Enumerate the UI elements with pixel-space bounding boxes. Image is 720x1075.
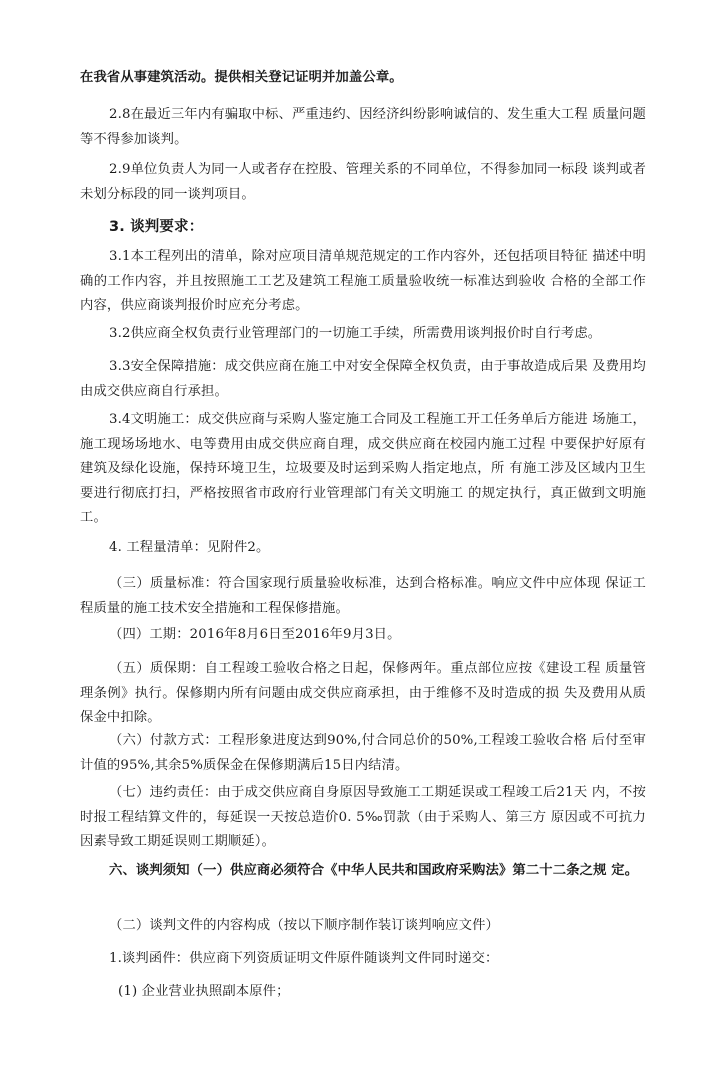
- paragraph-3-3: 3.3安全保障措施：成交供应商在施工中对安全保障全权负责，由于事故造成后果 及费用均由成交供应商自行承担。: [80, 359, 646, 399]
- paragraph-2-9: 2.9单位负责人为同一人或者存在控股、管理关系的不同单位，不得参加同一标段 谈判或者未划分标段的同一谈判项目。: [80, 162, 646, 202]
- heading-negotiation-notice: 六、谈判须知（一）供应商必须符合《中华人民共和国政府采购法》第二十二条之规 定。: [109, 863, 639, 878]
- paragraph-payment-method: （六）付款方式：工程形象进度达到90%,付合同总价的50%,工程竣工验收合格 后付至审计值的95%,其余5%质保金在保修期满后15日内结清。: [80, 733, 646, 773]
- paragraph-negotiation-letter: 1.谈判函件：供应商下列资质证明文件原件随谈判文件同时递交：: [109, 951, 499, 966]
- paragraph-registration: 在我省从事建筑活动。提供相关登记证明并加盖公章。: [80, 70, 403, 85]
- paragraph-business-license: (1) 企业营业执照副本原件；: [118, 984, 290, 999]
- paragraph-3-4: 3.4文明施工：成交供应商与采购人鉴定施工合同及工程施工开工任务单后方能进 场施工，施工现场场地水、电等费用由成交供应商自理，成交供应商在校园内施工过程 中要保护好原有建筑及绿化设施，保持环境卫生，垃圾要及时运到采购人指定地点，所 有施工涉及区域内卫生要进行彻底打扫，严格按照省市政府行业管理部门有关文明施工 的规定执行，真正做到文明施工。: [80, 412, 646, 525]
- paragraph-liability: （七）违约责任：由于成交供应商自身原因导致施工工期延误或工程竣工后21天 内，不按时报工程结算文件的，每延误一天按总造价0. 5‰罚款（由于采购人、第三方 原因或不可抗力因素导致工期延误则工期顺延）。: [80, 785, 646, 849]
- paragraph-document-composition: （二）谈判文件的内容构成（按以下顺序制作装订谈判响应文件）: [109, 918, 499, 933]
- paragraph-2-8: 2.8在最近三年内有骗取中标、严重违约、因经济纠纷影响诚信的、发生重大工程 质量问题等不得参加谈判。: [80, 107, 646, 147]
- paragraph-4-quantity-list: 4. 工程量清单：见附件2。: [109, 540, 270, 555]
- heading-negotiation-requirements: 3. 谈判要求：: [109, 219, 204, 235]
- paragraph-3-1: 3.1本工程列出的清单，除对应项目清单规范规定的工作内容外，还包括项目特征 描述中明确的工作内容，并且按照施工工艺及建筑工程施工质量验收统一标准达到验收 合格的全部工作内容，供应商谈判报价时应充分考虑。: [80, 249, 646, 313]
- paragraph-quality-standard: （三）质量标准：符合国家现行质量验收标准，达到合格标准。响应文件中应体现 保证工程质量的施工技术安全措施和工程保修措施。: [80, 576, 646, 616]
- paragraph-3-2: 3.2供应商全权负责行业管理部门的一切施工手续，所需费用谈判报价时自行考虑。: [109, 326, 602, 341]
- paragraph-warranty-period: （五）质保期：自工程竣工验收合格之日起，保修两年。重点部位应按《建设工程 质量管理条例》执行。保修期内所有问题由成交供应商承担，由于维修不及时造成的损 失及费用从质保金中扣除。: [80, 661, 646, 725]
- paragraph-construction-period: （四）工期：2016年8月6日至2016年9月3日。: [109, 627, 401, 642]
